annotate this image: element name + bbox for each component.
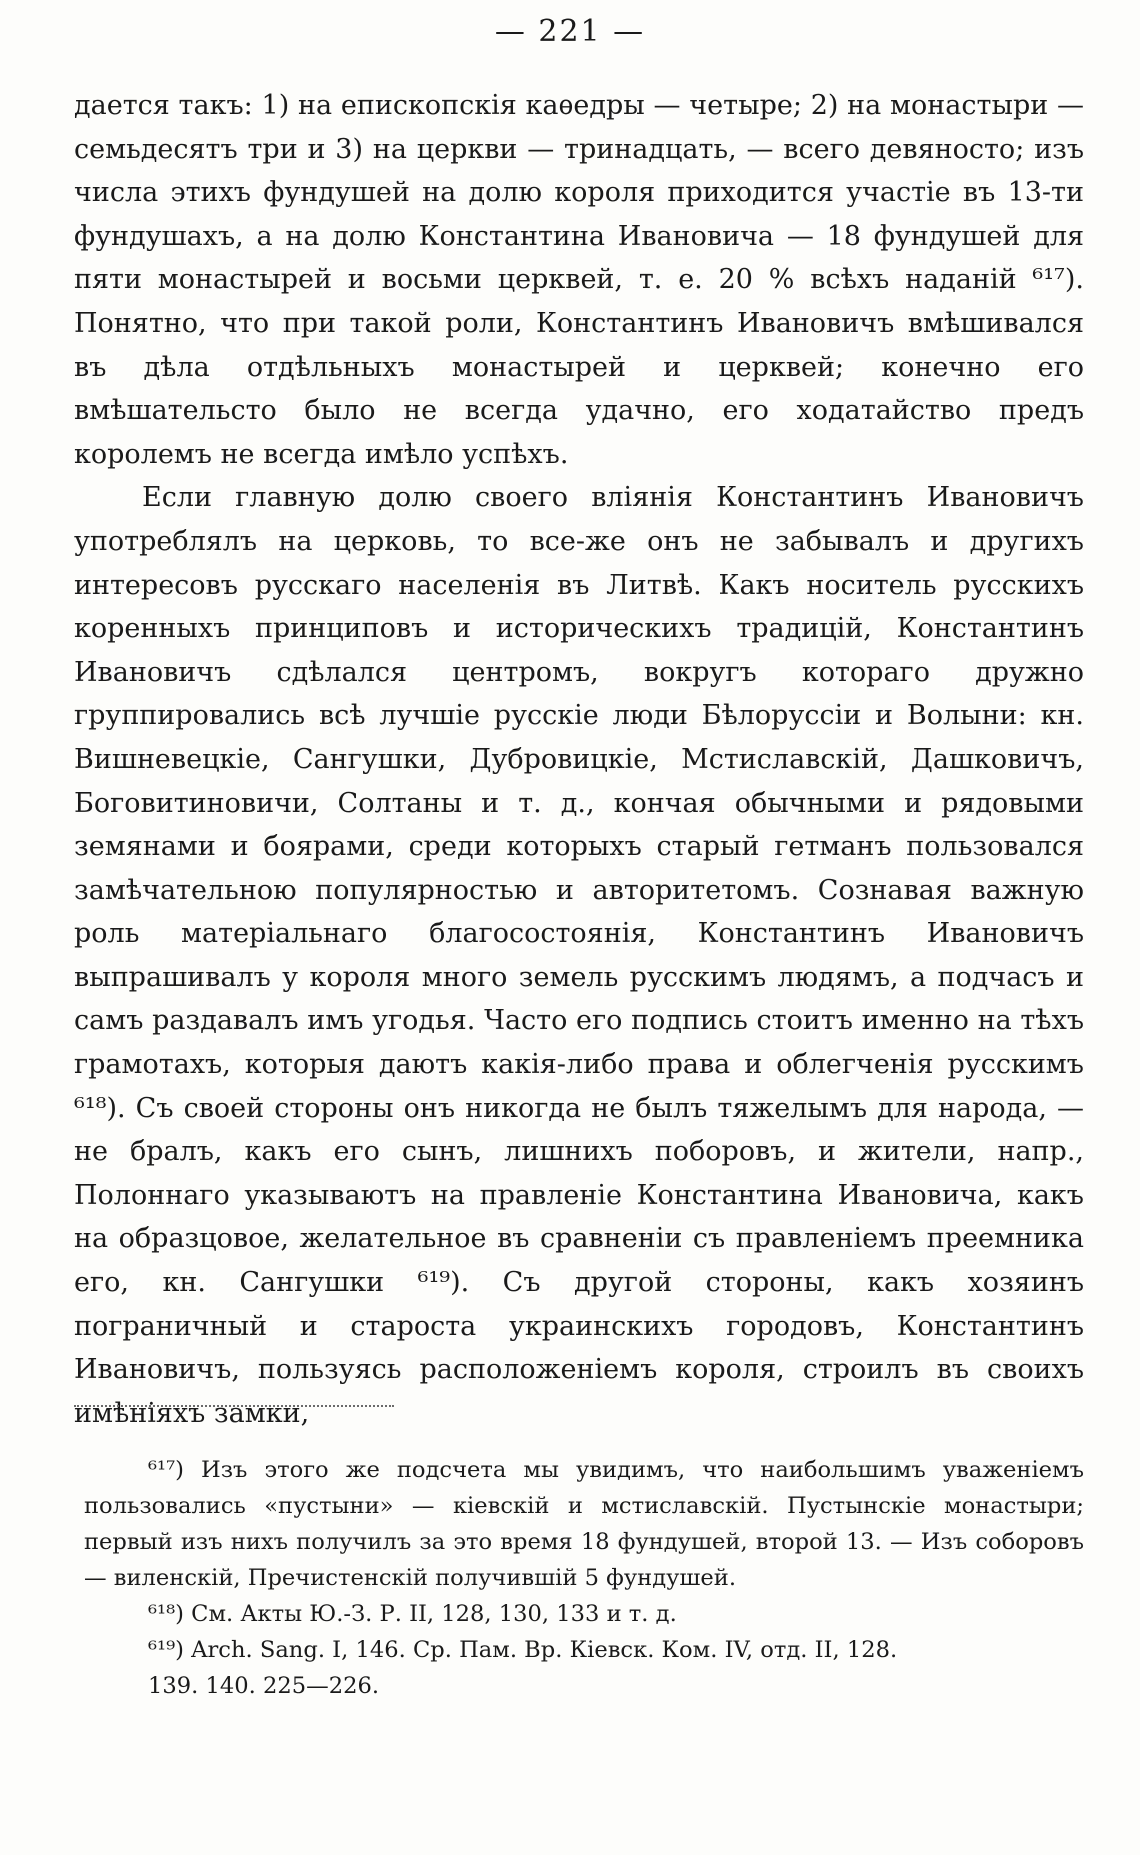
footnote-618: ⁶¹⁸) См. Акты Ю.-З. Р. II, 128, 130, 133 и т. д. <box>148 1601 677 1627</box>
footnote-619-continuation: 139. 140. 225—226. <box>148 1673 380 1699</box>
footnote-617: ⁶¹⁷) Изъ этого же подсчета мы увидимъ, что наибольшимъ уваженіемъ пользовались «пустыни» — кіевскій и мстиславскій. Пустынскіе монастыри; первый изъ нихъ получилъ за это время 18 фундушей, второй 13. — Изъ соборовъ — виленскій, Пречистенскій получившій 5 фундушей. <box>84 1457 1084 1591</box>
paragraph-1: дается такъ: 1) на епископскія каѳедры — четыре; 2) на монастыри — семьдесятъ три и 3) на церкви — тринадцать, — всего девяносто; изъ числа этихъ фундушей на долю короля приходится участіе въ 13-ти фундушахъ, а на долю Константина Ивановича — 18 фундушей для пяти монастырей и восьми церквей, т. е. 20 % всѣхъ наданій ⁶¹⁷). Понятно, что при такой роли, Константинъ Ивановичъ вмѣшивался въ дѣла отдѣльныхъ монастырей и церквей; конечно его вмѣшательсто было не всегда удачно, его ходатайство предъ королемъ не всегда имѣло успѣхъ. <box>74 90 1084 470</box>
main-text <box>74 84 1084 1435</box>
footnote-619: ⁶¹⁹) Arch. Sang. I, 146. Ср. Пам. Вр. Кіевск. Ком. IV, отд. II, 128. <box>148 1637 898 1663</box>
page-number: — 221 — <box>494 14 646 49</box>
footnotes <box>84 1452 1084 1704</box>
footnote-separator <box>74 1405 394 1407</box>
paragraph-2: Если главную долю своего вліянія Константинъ Ивановичъ употреблялъ на церковь, то все-же онъ не забывалъ и другихъ интересовъ русскаго населенія въ Литвѣ. Какъ носитель русскихъ коренныхъ принциповъ и историческихъ традицій, Константинъ Ивановичъ сдѣлался центромъ, вокругъ котораго дружно группировались всѣ лучшіе русскіе люди Бѣлоруссіи и Волыни: кн. Вишневецкіе, Сангушки, Дубровицкіе, Мстиславскій, Дашковичъ, Боговитиновичи, Солтаны и т. д., кончая обычными и рядовыми земянами и боярами, среди которыхъ старый гетманъ пользовался замѣчательною популярностью и авторитетомъ. Сознавая важную роль матеріальнаго благосостоянія, Константинъ Ивановичъ выпрашивалъ у короля много земель русскимъ людямъ, а подчасъ и самъ раздавалъ имъ угодья. Часто его подпись стоитъ именно на тѣхъ грамотахъ, которыя даютъ какія-либо права и облегченія русскимъ ⁶¹⁸). Съ своей стороны онъ никогда не былъ тяжелымъ для народа, — не бралъ, какъ его сынъ, лишнихъ поборовъ, и жители, напр., Полоннаго указываютъ на правленіе Константина Ивановича, какъ на образцовое, желательное въ сравненіи съ правленіемъ преемника его, кн. Сангушки ⁶¹⁹). Съ другой стороны, какъ хозяинъ пограничный и староста украинскихъ городовъ, Константинъ Ивановичъ, пользуясь расположеніемъ короля, строилъ въ своихъ имѣніяхъ замки, <box>74 482 1084 1429</box>
